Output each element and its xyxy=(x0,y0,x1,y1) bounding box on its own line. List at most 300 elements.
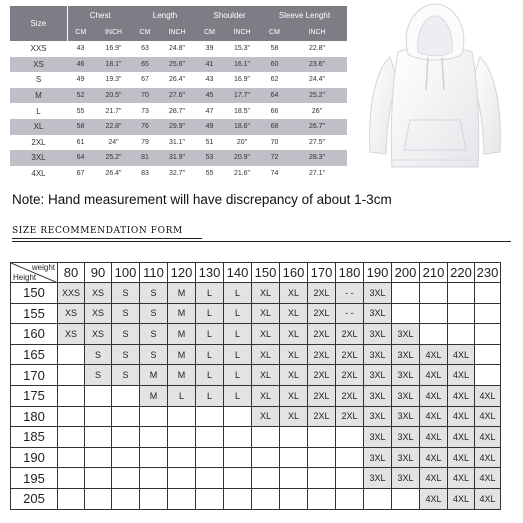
recommended-size-cell: XL xyxy=(252,324,280,345)
measurement-cell: 15.3" xyxy=(222,41,262,57)
recommended-size-cell: M xyxy=(168,344,196,365)
recommended-size-cell: S xyxy=(112,365,140,386)
recommended-size-cell: XS xyxy=(58,324,85,345)
height-cell: 160 xyxy=(11,324,58,345)
recommended-size-cell: 3XL xyxy=(364,427,392,448)
recommended-size-cell: 3XL xyxy=(364,385,392,406)
measurement-cell: 31.1" xyxy=(157,135,197,151)
size-chart-group-header xyxy=(10,6,347,24)
height-cell: 175 xyxy=(11,385,58,406)
recommended-size-cell: 3XL xyxy=(392,344,420,365)
weight-header: 190 xyxy=(364,263,392,283)
recommended-size-cell: 4XL xyxy=(448,406,475,427)
weight-header: 200 xyxy=(392,263,420,283)
size-row xyxy=(10,88,347,104)
recommended-size-cell: 3XL xyxy=(392,427,420,448)
recommended-size-cell: M xyxy=(140,385,168,406)
recommended-size-cell xyxy=(112,447,140,468)
weight-header: 90 xyxy=(85,263,112,283)
recommended-size-cell: L xyxy=(196,344,224,365)
recommended-size-cell: 4XL xyxy=(448,385,475,406)
measurement-cell: 23.6" xyxy=(287,57,347,73)
recommended-size-cell xyxy=(475,344,501,365)
recommended-size-cell: 4XL xyxy=(420,344,448,365)
recommended-size-cell: XL xyxy=(280,303,308,324)
recommended-size-cell xyxy=(168,447,196,468)
height-cell: 170 xyxy=(11,365,58,386)
recommended-size-cell: L xyxy=(224,344,252,365)
recommended-size-cell xyxy=(58,427,85,448)
recommended-size-cell: 2XL xyxy=(336,365,364,386)
recommended-size-cell: S xyxy=(112,303,140,324)
recommended-size-cell: 4XL xyxy=(448,344,475,365)
measurement-cell: 26.4" xyxy=(94,166,133,182)
white-hoodie-image xyxy=(360,2,510,177)
recommended-size-cell: XL xyxy=(252,283,280,304)
recommended-size-cell: 3XL xyxy=(364,365,392,386)
measurement-cell: 27.5" xyxy=(287,135,347,151)
height-cell: 150 xyxy=(11,283,58,304)
recommended-size-cell xyxy=(252,427,280,448)
measurement-cell: 51 xyxy=(197,135,222,151)
recommended-size-cell xyxy=(168,427,196,448)
height-cell: 205 xyxy=(11,488,58,509)
height-row xyxy=(11,283,501,304)
recommended-size-cell: 3XL xyxy=(364,303,392,324)
measurement-cell: 76 xyxy=(133,119,157,135)
weight-header: 170 xyxy=(308,263,336,283)
height-row xyxy=(11,468,501,489)
recommended-size-cell: 4XL xyxy=(420,365,448,386)
size-chart-body xyxy=(10,41,347,181)
measurement-cell: 74 xyxy=(262,166,287,182)
recommended-size-cell: XXS xyxy=(58,283,85,304)
measurement-cell: 66 xyxy=(262,103,287,119)
recommended-size-cell xyxy=(420,283,448,304)
recommended-size-cell: L xyxy=(224,385,252,406)
measurement-cell: 43 xyxy=(197,72,222,88)
measurement-cell: 43 xyxy=(67,41,94,57)
recommended-size-cell: L xyxy=(196,324,224,345)
recommended-size-cell xyxy=(140,488,168,509)
measurement-cell: 16.1" xyxy=(222,57,262,73)
measurement-cell: 47 xyxy=(197,103,222,119)
recommended-size-cell: 2XL xyxy=(308,303,336,324)
weight-header: 140 xyxy=(224,263,252,283)
recommended-size-cell: XL xyxy=(252,365,280,386)
measurement-cell: 19.3" xyxy=(94,72,133,88)
measurement-cell: 20.5" xyxy=(94,88,133,104)
unit-header: CM xyxy=(67,24,94,41)
recommended-size-cell xyxy=(392,303,420,324)
recommended-size-cell xyxy=(475,283,501,304)
recommended-size-cell: 4XL xyxy=(448,365,475,386)
measurement-cell: 26.7" xyxy=(287,119,347,135)
measurement-cell: 73 xyxy=(133,103,157,119)
recommended-size-cell xyxy=(420,303,448,324)
measurement-cell: 16.9" xyxy=(94,41,133,57)
measurement-cell: 81 xyxy=(133,150,157,166)
recommended-size-cell xyxy=(475,303,501,324)
measurement-cell: 63 xyxy=(133,41,157,57)
height-row xyxy=(11,324,501,345)
recommended-size-cell xyxy=(280,427,308,448)
recommended-size-cell: XL xyxy=(280,365,308,386)
section-divider xyxy=(12,241,511,242)
measurement-cell: 20" xyxy=(222,135,262,151)
height-row xyxy=(11,344,501,365)
recommended-size-cell xyxy=(112,406,140,427)
recommended-size-cell xyxy=(168,406,196,427)
size-label-cell: XL xyxy=(10,119,67,135)
recommended-size-cell: L xyxy=(196,283,224,304)
recommended-size-cell xyxy=(280,488,308,509)
recommended-size-cell xyxy=(420,324,448,345)
measurement-cell: 27.1" xyxy=(287,166,347,182)
recommended-size-cell: 4XL xyxy=(420,406,448,427)
recommended-size-cell: XL xyxy=(280,283,308,304)
size-recommendation-table xyxy=(10,262,501,510)
size-row xyxy=(10,150,347,166)
recommended-size-cell: 3XL xyxy=(364,344,392,365)
recommended-size-cell xyxy=(168,468,196,489)
measurement-cell: 21.6" xyxy=(222,166,262,182)
recommended-size-cell xyxy=(475,365,501,386)
recommended-size-cell: 3XL xyxy=(392,365,420,386)
recommended-size-cell xyxy=(112,427,140,448)
recommended-size-cell: XL xyxy=(280,385,308,406)
weight-header: 230 xyxy=(475,263,501,283)
size-row xyxy=(10,41,347,57)
height-cell: 155 xyxy=(11,303,58,324)
measurement-cell: 45 xyxy=(197,88,222,104)
measurement-cell: 26" xyxy=(287,103,347,119)
recommended-size-cell: - - xyxy=(336,283,364,304)
recommended-size-cell: S xyxy=(140,344,168,365)
recommended-size-cell: S xyxy=(140,324,168,345)
recommended-size-cell xyxy=(224,488,252,509)
measurement-cell: 52 xyxy=(67,88,94,104)
weight-header: 220 xyxy=(448,263,475,283)
unit-header: INCH xyxy=(222,24,262,41)
recommended-size-cell: 2XL xyxy=(308,365,336,386)
size-label-cell: 3XL xyxy=(10,150,67,166)
weight-header: 150 xyxy=(252,263,280,283)
measurement-cell: 60 xyxy=(262,57,287,73)
recommended-size-cell xyxy=(308,488,336,509)
recommended-size-cell: XL xyxy=(252,385,280,406)
recommended-size-cell: 4XL xyxy=(420,385,448,406)
recommended-size-cell xyxy=(112,488,140,509)
recommended-size-cell: L xyxy=(168,385,196,406)
measurement-note: Note: Hand measurement will have discrepancy of about 1-3cm xyxy=(12,192,392,207)
recommended-size-cell: 4XL xyxy=(420,468,448,489)
measurement-cell: 55 xyxy=(197,166,222,182)
recommended-size-cell: XL xyxy=(252,406,280,427)
height-axis-label: Height xyxy=(13,273,37,282)
measurement-cell: 53 xyxy=(197,150,222,166)
recommended-size-cell: 4XL xyxy=(475,427,501,448)
recommendation-body xyxy=(11,283,501,510)
recommended-size-cell xyxy=(85,447,112,468)
recommended-size-cell xyxy=(140,468,168,489)
measurement-cell: 28.3" xyxy=(287,150,347,166)
recommended-size-cell: 3XL xyxy=(364,468,392,489)
recommended-size-cell: 3XL xyxy=(392,468,420,489)
measurement-cell: 29.9" xyxy=(157,119,197,135)
recommended-size-cell: 2XL xyxy=(308,344,336,365)
recommended-size-cell: 4XL xyxy=(475,488,501,509)
recommended-size-cell: S xyxy=(85,344,112,365)
recommended-size-cell: M xyxy=(168,283,196,304)
measurement-cell: 25.2" xyxy=(94,150,133,166)
weight-header: 110 xyxy=(140,263,168,283)
height-row xyxy=(11,406,501,427)
height-cell: 185 xyxy=(11,427,58,448)
height-row xyxy=(11,447,501,468)
recommended-size-cell xyxy=(85,488,112,509)
measurement-cell: 67 xyxy=(133,72,157,88)
measurement-cell: 70 xyxy=(133,88,157,104)
recommended-size-cell: 4XL xyxy=(420,447,448,468)
recommended-size-cell: S xyxy=(140,283,168,304)
recommended-size-cell xyxy=(252,488,280,509)
height-cell: 180 xyxy=(11,406,58,427)
recommended-size-cell: 2XL xyxy=(308,283,336,304)
measurement-cell: 65 xyxy=(133,57,157,73)
size-row xyxy=(10,57,347,73)
recommended-size-cell: L xyxy=(224,365,252,386)
recommended-size-cell: 2XL xyxy=(308,324,336,345)
weight-header: 180 xyxy=(336,263,364,283)
size-label-cell: 2XL xyxy=(10,135,67,151)
weight-header: 100 xyxy=(112,263,140,283)
unit-header: CM xyxy=(262,24,287,41)
recommended-size-cell: 4XL xyxy=(448,488,475,509)
recommended-size-cell: 2XL xyxy=(336,344,364,365)
recommended-size-cell xyxy=(58,468,85,489)
recommended-size-cell: M xyxy=(140,365,168,386)
height-row xyxy=(11,365,501,386)
recommendation-title: SIZE RECOMMENDATION FORM xyxy=(12,226,183,236)
measurement-cell: 26.4" xyxy=(157,72,197,88)
unit-header: INCH xyxy=(157,24,197,41)
height-row xyxy=(11,385,501,406)
recommended-size-cell xyxy=(140,406,168,427)
size-row xyxy=(10,72,347,88)
recommended-size-cell: 4XL xyxy=(475,468,501,489)
measurement-cell: 55 xyxy=(67,103,94,119)
recommended-size-cell xyxy=(448,324,475,345)
measurement-cell: 31.9" xyxy=(157,150,197,166)
unit-header: CM xyxy=(197,24,222,41)
recommended-size-cell: 4XL xyxy=(448,468,475,489)
recommended-size-cell: 3XL xyxy=(392,385,420,406)
recommended-size-cell xyxy=(85,406,112,427)
recommended-size-cell: 3XL xyxy=(364,283,392,304)
length-header: Length xyxy=(133,6,197,24)
recommended-size-cell xyxy=(58,406,85,427)
weight-header: 80 xyxy=(58,263,85,283)
size-row xyxy=(10,135,347,151)
measurement-cell: 62 xyxy=(262,72,287,88)
recommended-size-cell: L xyxy=(196,385,224,406)
recommended-size-cell: M xyxy=(168,324,196,345)
recommended-size-cell xyxy=(85,468,112,489)
size-label-cell: L xyxy=(10,103,67,119)
sleeve-length-header: Sleeve Lenght xyxy=(262,6,347,24)
recommended-size-cell: - - xyxy=(336,303,364,324)
recommended-size-cell: 3XL xyxy=(364,406,392,427)
weight-axis-label: weight xyxy=(31,263,55,272)
measurement-cell: 22.8" xyxy=(94,119,133,135)
recommended-size-cell: XL xyxy=(280,324,308,345)
measurement-cell: 18.6" xyxy=(222,119,262,135)
recommended-size-cell xyxy=(224,406,252,427)
recommended-size-cell xyxy=(196,447,224,468)
recommended-size-cell xyxy=(336,488,364,509)
recommended-size-cell: S xyxy=(112,344,140,365)
measurement-cell: 46 xyxy=(67,57,94,73)
recommended-size-cell: 2XL xyxy=(336,324,364,345)
height-cell: 165 xyxy=(11,344,58,365)
recommended-size-cell: 3XL xyxy=(364,324,392,345)
recommended-size-cell: S xyxy=(140,303,168,324)
recommended-size-cell xyxy=(58,488,85,509)
recommended-size-cell: 2XL xyxy=(308,385,336,406)
unit-header: INCH xyxy=(287,24,347,41)
recommended-size-cell xyxy=(58,385,85,406)
recommended-size-cell xyxy=(475,324,501,345)
recommended-size-cell: 4XL xyxy=(475,447,501,468)
recommended-size-cell: XL xyxy=(252,344,280,365)
size-label-cell: S xyxy=(10,72,67,88)
recommended-size-cell xyxy=(448,283,475,304)
measurement-cell: 67 xyxy=(67,166,94,182)
recommended-size-cell xyxy=(336,447,364,468)
measurement-cell: 64 xyxy=(262,88,287,104)
recommended-size-cell: XL xyxy=(280,344,308,365)
recommended-size-cell xyxy=(112,385,140,406)
recommended-size-cell: L xyxy=(224,303,252,324)
measurement-cell: 68 xyxy=(262,119,287,135)
measurement-cell: 27.6" xyxy=(157,88,197,104)
measurement-cell: 58 xyxy=(67,119,94,135)
recommended-size-cell: 4XL xyxy=(420,427,448,448)
recommended-size-cell: S xyxy=(85,365,112,386)
recommended-size-cell xyxy=(85,385,112,406)
measurement-cell: 24" xyxy=(94,135,133,151)
measurement-cell: 20.9" xyxy=(222,150,262,166)
recommended-size-cell xyxy=(196,488,224,509)
recommended-size-cell xyxy=(58,447,85,468)
size-column-header: Size xyxy=(10,6,67,41)
recommended-size-cell xyxy=(392,283,420,304)
recommended-size-cell xyxy=(224,427,252,448)
chest-header: Chest xyxy=(67,6,133,24)
recommended-size-cell: 2XL xyxy=(336,406,364,427)
recommended-size-cell: 2XL xyxy=(308,406,336,427)
height-row xyxy=(11,427,501,448)
recommended-size-cell: XL xyxy=(280,406,308,427)
recommended-size-cell xyxy=(196,468,224,489)
recommended-size-cell xyxy=(336,468,364,489)
measurement-cell: 28.7" xyxy=(157,103,197,119)
recommended-size-cell: XS xyxy=(58,303,85,324)
recommended-size-cell: S xyxy=(112,324,140,345)
size-label-cell: XXS xyxy=(10,41,67,57)
recommended-size-cell xyxy=(224,447,252,468)
recommended-size-cell: 3XL xyxy=(392,324,420,345)
recommended-size-cell: M xyxy=(168,303,196,324)
size-row xyxy=(10,119,347,135)
recommended-size-cell xyxy=(364,488,392,509)
recommended-size-cell: 3XL xyxy=(392,447,420,468)
recommended-size-cell xyxy=(252,468,280,489)
recommended-size-cell xyxy=(392,488,420,509)
recommended-size-cell: M xyxy=(168,365,196,386)
recommended-size-cell xyxy=(308,468,336,489)
measurement-cell: 32.7" xyxy=(157,166,197,182)
recommended-size-cell: XS xyxy=(85,303,112,324)
recommended-size-cell xyxy=(85,427,112,448)
recommended-size-cell: 4XL xyxy=(475,385,501,406)
recommended-size-cell: XS xyxy=(85,283,112,304)
measurement-cell: 25.2" xyxy=(287,88,347,104)
measurement-cell: 83 xyxy=(133,166,157,182)
recommended-size-cell xyxy=(112,468,140,489)
measurement-cell: 64 xyxy=(67,150,94,166)
height-row xyxy=(11,488,501,509)
measurement-cell: 24.8" xyxy=(157,41,197,57)
recommended-size-cell xyxy=(140,447,168,468)
recommended-size-cell xyxy=(252,447,280,468)
measurement-cell: 16.9" xyxy=(222,72,262,88)
recommended-size-cell xyxy=(280,447,308,468)
unit-header: CM xyxy=(133,24,157,41)
unit-header: INCH xyxy=(94,24,133,41)
height-cell: 195 xyxy=(11,468,58,489)
measurement-cell: 61 xyxy=(67,135,94,151)
recommended-size-cell xyxy=(58,365,85,386)
shoulder-header: Shoulder xyxy=(197,6,262,24)
measurement-cell: 70 xyxy=(262,135,287,151)
recommended-size-cell xyxy=(224,468,252,489)
weight-header: 160 xyxy=(280,263,308,283)
weight-header: 120 xyxy=(168,263,196,283)
measurement-cell: 18.5" xyxy=(222,103,262,119)
recommended-size-cell: XS xyxy=(85,324,112,345)
recommended-size-cell xyxy=(336,427,364,448)
recommended-size-cell: 3XL xyxy=(364,447,392,468)
size-label-cell: M xyxy=(10,88,67,104)
weight-header: 130 xyxy=(196,263,224,283)
height-row xyxy=(11,303,501,324)
recommended-size-cell: L xyxy=(224,283,252,304)
height-cell: 190 xyxy=(11,447,58,468)
size-label-cell: 4XL xyxy=(10,166,67,182)
recommended-size-cell: 4XL xyxy=(475,406,501,427)
size-row xyxy=(10,166,347,182)
measurement-cell: 41 xyxy=(197,57,222,73)
recommended-size-cell: S xyxy=(112,283,140,304)
measurement-cell: 58 xyxy=(262,41,287,57)
measurement-cell: 39 xyxy=(197,41,222,57)
measurement-cell: 17.7" xyxy=(222,88,262,104)
recommended-size-cell xyxy=(308,447,336,468)
weight-header-row xyxy=(11,263,501,283)
weight-header: 210 xyxy=(420,263,448,283)
